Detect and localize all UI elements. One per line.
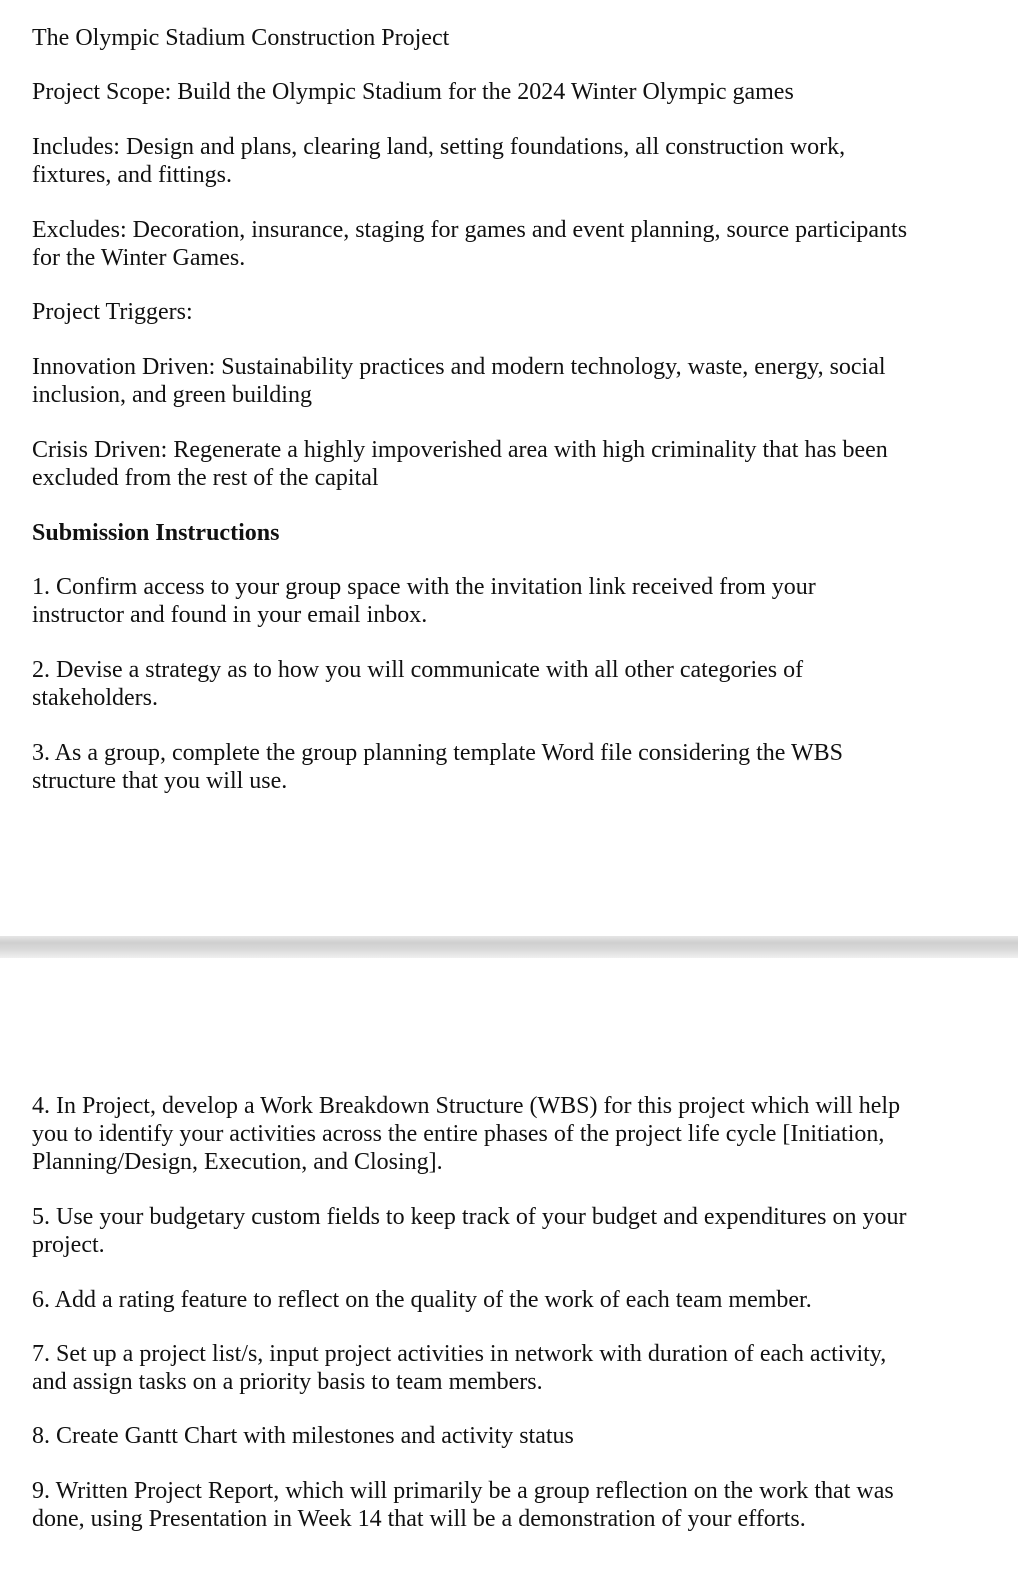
- instruction-item: 6. Add a rating feature to reflect on the quality of the work of each team member.: [32, 1287, 812, 1313]
- project-scope: Project Scope: Build the Olympic Stadium for the 2024 Winter Olympic games: [32, 79, 794, 105]
- instruction-item: 1. Confirm access to your group space with the invitation link received from your instructor and found in your email inbox.: [32, 574, 816, 628]
- crisis-paragraph: Crisis Driven: Regenerate a highly impoverished area with high criminality that has been excluded from the rest of the capital: [32, 437, 888, 491]
- submission-heading: Submission Instructions: [32, 520, 280, 546]
- instruction-item: 5. Use your budgetary custom fields to keep track of your budget and expenditures on your project.: [32, 1204, 907, 1258]
- page-divider: [0, 936, 1018, 958]
- instruction-item: 3. As a group, complete the group planning template Word file considering the WBS structure that you will use.: [32, 740, 844, 794]
- instruction-item: 9. Written Project Report, which will primarily be a group reflection on the work that was done, using Presentation in Week 14 that will be a demonstration of your efforts.: [32, 1478, 894, 1532]
- document-title: The Olympic Stadium Construction Project: [32, 25, 450, 51]
- innovation-paragraph: Innovation Driven: Sustainability practices and modern technology, waste, energy, social inclusion, and green building: [32, 354, 886, 408]
- instruction-item: 2. Devise a strategy as to how you will communicate with all other categories of stakeholders.: [32, 657, 804, 711]
- document-page-2: [0, 958, 1018, 1569]
- triggers-heading: Project Triggers:: [32, 299, 193, 325]
- includes-paragraph: Includes: Design and plans, clearing land, setting foundations, all construction work, fixtures, and fittings.: [32, 134, 846, 188]
- excludes-paragraph: Excludes: Decoration, insurance, staging for games and event planning, source participants for the Winter Games.: [32, 217, 908, 271]
- instruction-item: 4. In Project, develop a Work Breakdown Structure (WBS) for this project which will help you to identify your activities across the entire phases of the project life cycle [Initiation, Planning/Design, Execution, and Closing].: [32, 1093, 901, 1175]
- instruction-item: 7. Set up a project list/s, input project activities in network with duration of each activity, and assign tasks on a priority basis to team members.: [32, 1341, 887, 1395]
- instruction-item: 8. Create Gantt Chart with milestones and activity status: [32, 1423, 574, 1449]
